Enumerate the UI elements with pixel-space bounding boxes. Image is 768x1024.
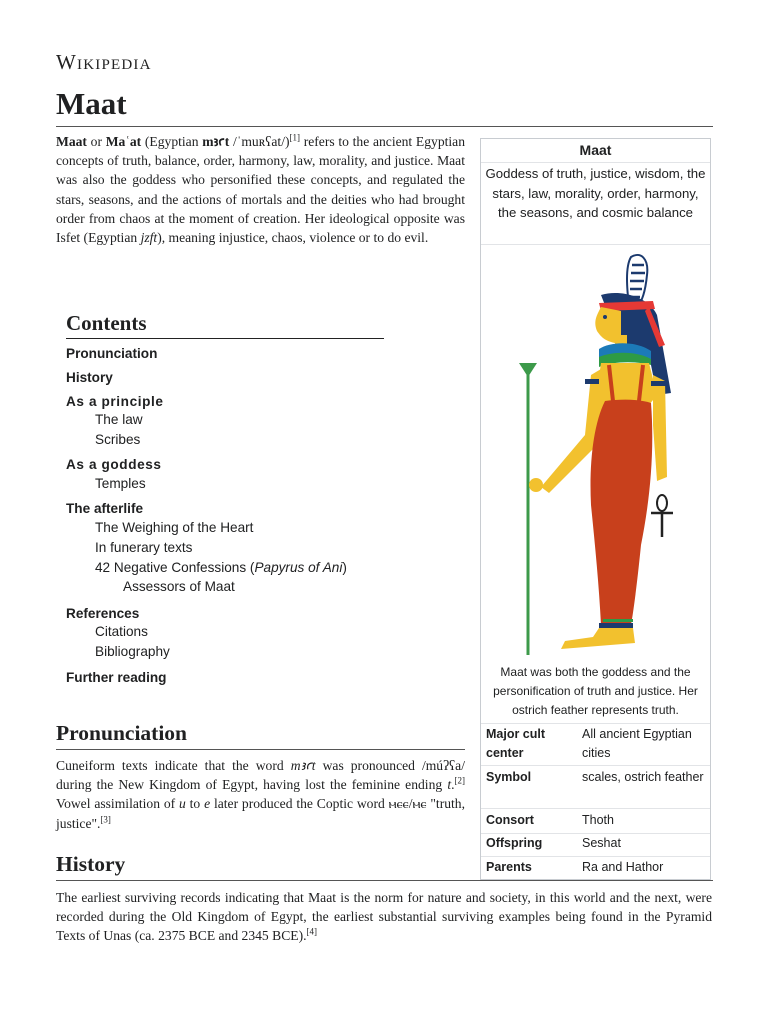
- section-divider: [56, 749, 465, 750]
- page-title: Maat: [56, 86, 127, 121]
- history-paragraph: [56, 888, 712, 946]
- toc-text: 42 Negative Confessions (: [95, 560, 255, 575]
- toc-item-pronunciation[interactable]: Pronunciation: [66, 346, 158, 361]
- body-text: later produced the Coptic word ⲙⲉⲉ/ⲙⲉ "truth, justice".: [56, 796, 465, 831]
- infobox: [480, 138, 711, 880]
- lead-term-alt: Maʿat: [105, 134, 142, 149]
- lead-text: ), meaning injustice, chaos, violence or to do evil.: [157, 230, 429, 246]
- toc-item-assessors-of-maat[interactable]: Assessors of Maat: [123, 579, 235, 594]
- toc-item-negative-confessions[interactable]: [95, 560, 347, 575]
- title-divider: [56, 126, 713, 127]
- infobox-subtitle: Goddess of truth, justice, wisdom, the stars, law, morality, order, harmony, the seasons, and cosmic balance: [485, 166, 706, 220]
- lead-paragraph: [56, 132, 465, 247]
- infobox-label-symbol: Symbol: [486, 770, 532, 784]
- lead-text: or: [86, 134, 106, 149]
- body-text: to: [185, 796, 205, 812]
- was-staff-icon: [519, 363, 537, 655]
- toc-item-the-law[interactable]: The law: [95, 412, 143, 427]
- toc-item-as-a-principle[interactable]: As a principle: [66, 394, 164, 409]
- body-italic: u: [179, 796, 186, 812]
- lead-term: Maat: [56, 134, 87, 149]
- infobox-divider: [481, 723, 710, 724]
- citation-ref-3[interactable]: [3]: [100, 814, 111, 825]
- body-text: Cuneiform texts indicate that the word: [56, 758, 291, 773]
- toc-item-further-reading[interactable]: Further reading: [66, 670, 167, 685]
- lead-egyptian-term: mꜣꜥt: [202, 134, 230, 149]
- body-text: .: [451, 777, 455, 793]
- body-italic: t: [447, 777, 452, 793]
- infobox-value-parents[interactable]: Ra and Hathor: [582, 860, 664, 874]
- infobox-title: Maat: [579, 142, 612, 158]
- body-text: was pronounced /múʔʕa/ during the New Kingdom of Egypt, having lost the feminine ending: [56, 758, 465, 793]
- toc-item-references[interactable]: References: [66, 606, 140, 621]
- citation-ref-2[interactable]: [2]: [454, 775, 465, 786]
- body-text: Vowel assimilation of: [56, 796, 180, 812]
- infobox-label-consort: Consort: [486, 813, 534, 827]
- lead-text: (Egyptian: [141, 134, 203, 149]
- infobox-divider: [481, 856, 710, 857]
- body-italic: mꜣꜥt: [290, 758, 316, 773]
- toc-item-temples[interactable]: Temples: [95, 476, 146, 491]
- citation-ref-1[interactable]: [1]: [289, 132, 300, 143]
- section-heading-history: History: [56, 852, 126, 876]
- infobox-divider: [481, 162, 710, 163]
- toc-item-citations[interactable]: Citations: [95, 624, 148, 639]
- citation-ref-4[interactable]: [4]: [306, 926, 317, 937]
- toc-item-scribes[interactable]: Scribes: [95, 432, 141, 447]
- contents-divider: [66, 338, 384, 339]
- toc-item-history[interactable]: History: [66, 370, 113, 385]
- toc-item-as-a-goddess[interactable]: As a goddess: [66, 457, 162, 472]
- wikipedia-wordmark[interactable]: Wikipedia: [56, 50, 152, 74]
- maat-illustration[interactable]: [481, 245, 710, 663]
- lead-isfet-term: jzft: [140, 230, 158, 246]
- infobox-label-parents: Parents: [486, 860, 532, 874]
- toc-item-funerary-texts[interactable]: In funerary texts: [95, 540, 193, 555]
- section-heading-pronunciation: Pronunciation: [56, 721, 188, 745]
- infobox-caption: Maat was both the goddess and the personification of truth and justice. Her ostrich feather represents truth.: [493, 665, 698, 717]
- toc-item-weighing-of-the-heart[interactable]: The Weighing of the Heart: [95, 520, 254, 535]
- pronunciation-paragraph: [56, 756, 465, 833]
- infobox-value-major-cult-center[interactable]: All ancient Egyptian cities: [582, 727, 692, 760]
- toc-item-bibliography[interactable]: Bibliography: [95, 644, 170, 659]
- lead-text: refers to the ancient Egyptian concepts of truth, balance, order, harmony, law, morality, and justice. Maat was also the goddess who personified these concepts, and regulated the stars, seasons, and the actions of mortals and the deities who had brought order from chaos at the moment of creation. Her ideological opposite was Isfet (Egyptian: [56, 134, 465, 246]
- body-italic: e: [204, 796, 211, 812]
- infobox-value-symbol[interactable]: scales, ostrich feather: [582, 770, 704, 784]
- contents-heading: Contents: [66, 311, 147, 335]
- toc-text: Papyrus of Ani: [254, 560, 343, 575]
- infobox-divider: [481, 765, 710, 766]
- infobox-divider: [481, 808, 710, 809]
- infobox-label-major-cult-center: Major cult center: [486, 727, 546, 760]
- section-divider: [56, 880, 713, 881]
- toc-item-the-afterlife[interactable]: The afterlife: [66, 501, 144, 516]
- body-text: The earliest surviving records indicating that Maat is the norm for nature and society, in this world and the next, were recorded during the Old Kingdom of Egypt, the earliest substantial surviving examples being found in the Pyramid Texts of Unas (ca. 2375 BCE and 2345 BCE).: [56, 890, 712, 944]
- lead-ipa[interactable]: /ˈmuʀʕat/): [229, 134, 290, 149]
- toc-text: ): [342, 560, 347, 575]
- ankh-icon: [651, 495, 673, 537]
- infobox-value-consort[interactable]: Thoth: [582, 813, 614, 827]
- infobox-value-offspring[interactable]: Seshat: [582, 836, 621, 850]
- infobox-label-offspring: Offspring: [486, 836, 543, 850]
